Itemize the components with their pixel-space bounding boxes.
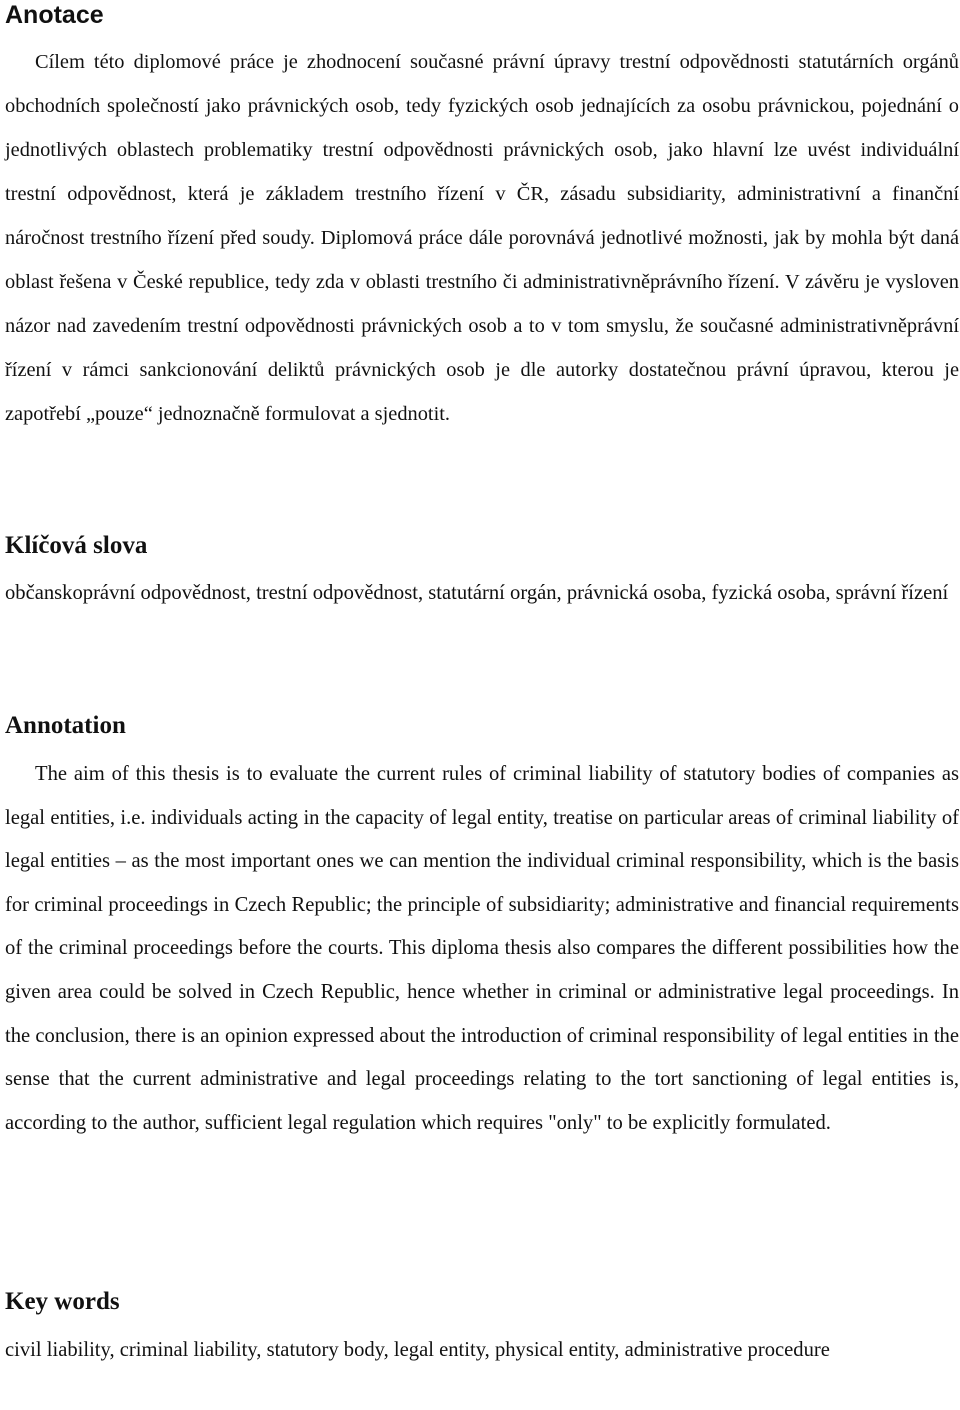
keywords-text-cz: občanskoprávní odpovědnost, trestní odpovědnost, statutární orgán, právnická osoba, fyzická osoba, správní řízení — [5, 582, 949, 604]
keywords-heading-cz: Klíčová slova — [5, 532, 148, 559]
keywords-text-en: civil liability, criminal liability, statutory body, legal entity, physical entity, administrative procedure — [5, 1339, 830, 1361]
keywords-heading-en: Key words — [5, 1288, 120, 1315]
abstract-heading-cz: Anotace — [5, 1, 104, 29]
abstract-text-en: The aim of this thesis is to evaluate the current rules of criminal liability of statutory bodies of companies as legal entities, i.e. individuals acting in the capacity of legal entity, treatise on particular areas of criminal liability of legal entities – as the most important ones we can mention the individual criminal responsibility, which is the basis for criminal proceedings in Czech Republic; the principle of subsidiarity; administrative and financial requirements of the criminal proceedings before the courts. This diploma thesis also compares the different possibilities how the given area could be solved in Czech Republic, hence whether in criminal or administrative legal proceedings. In the conclusion, there is an opinion expressed about the introduction of criminal responsibility of legal entities in the sense that the current administrative and legal proceedings relating to the tort sanctioning of legal entities is, according to the author, sufficient legal regulation which requires "only" to be explicitly formulated. — [5, 763, 959, 1134]
abstract-heading-en: Annotation — [5, 712, 126, 739]
abstract-text-cz: Cílem této diplomové práce je zhodnocení současné právní úpravy trestní odpovědnosti statutárních orgánů obchodních společností jako právnických osob, tedy fyzických osob jednajících za osobu právnickou, pojednání o jednotlivých oblastech problematiky trestní odpovědnosti právnických osob, jako hlavní lze uvést individuální trestní odpovědnost, která je základem trestního řízení v ČR, zásadu subsidiarity, administrativní a finanční náročnost trestního řízení před soudy. Diplomová práce dále porovnává jednotlivé možnosti, jak by mohla být daná oblast řešena v České republice, tedy zda v oblasti trestního či administrativněprávního řízení. V závěru je vysloven názor nad zavedením trestní odpovědnosti právnických osob a to v tom smyslu, že současné administrativněprávní řízení v rámci sankcionování deliktů právnických osob je dle autorky dostatečnou právní úpravou, kterou je zapotřebí „pouze“ jednoznačně formulovat a sjednotit. — [5, 51, 959, 425]
